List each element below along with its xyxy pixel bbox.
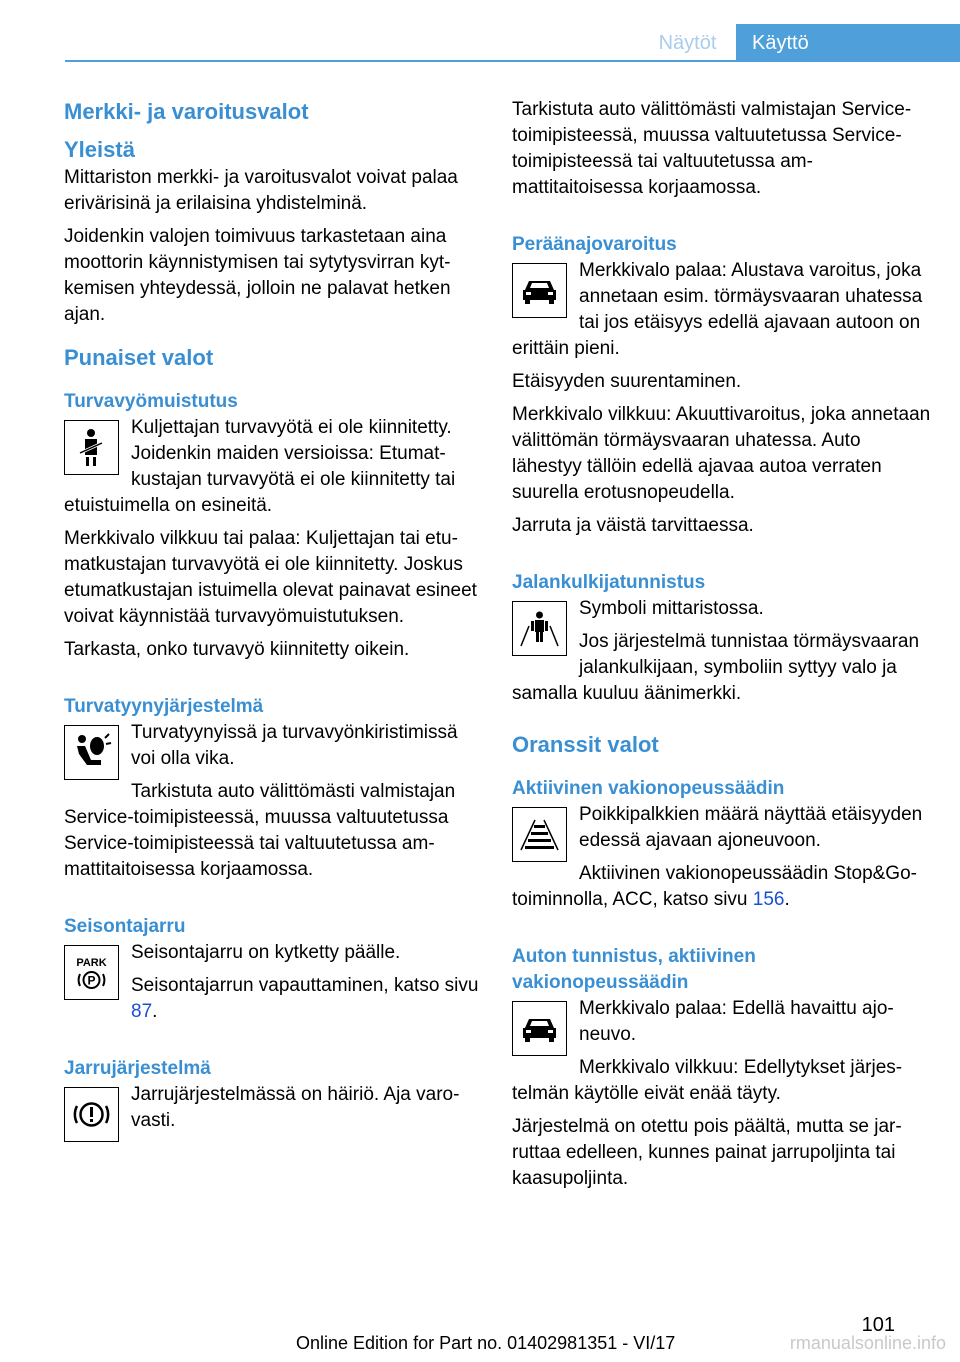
- heading-yleista: Yleistä: [64, 137, 135, 162]
- heading-auton-tunnistus: Auton tunnistus, aktiivinen vakionopeussäädin: [512, 946, 756, 993]
- entry-turvavyo: [64, 415, 484, 519]
- paragraph: Tarkasta, onko turvavyö kiinnitetty oikein.: [64, 639, 410, 660]
- svg-text:P: P: [87, 973, 96, 988]
- paragraph: Seisontajarrun vapauttaminen, katso sivu 87.: [131, 975, 479, 1022]
- heading-turvavyomuistutus: Turvavyömuistutus: [64, 391, 238, 412]
- heading-oranssit-valot: Oranssit valot: [512, 732, 659, 757]
- paragraph: Etäisyyden suurentaminen.: [512, 371, 742, 392]
- park-label: PARK: [76, 957, 107, 969]
- heading-jarrujarjestelma: Jarrujärjestelmä: [64, 1058, 211, 1079]
- paragraph: Merkkivalo vilkkuu tai palaa: Kuljettajan tai etumatkustajan turvavyötä ei ole kiinnitetty. Joskus etumatkustajan istuimella olevat painavat esineet voivat käynnistää turvavyömuistutuksen.: [64, 528, 477, 627]
- footer-edition: Online Edition for Part no. 01402981351 - VI/17: [296, 1333, 676, 1353]
- paragraph: Järjestelmä on otettu pois päältä, mutta se jarruttaa edelleen, kunnes painat jarrupoljinta tai kaasupoljinta.: [512, 1116, 902, 1189]
- vehicle-detected-icon: [512, 1001, 567, 1056]
- seatbelt-warning-icon: [64, 420, 119, 475]
- paragraph: Jarruta ja väistä tarvittaessa.: [512, 515, 754, 536]
- paragraph: Turvatyynyissä ja turvavyönkiristimissä voi olla vika.: [131, 722, 458, 769]
- heading-seisontajarru: Seisontajarru: [64, 916, 186, 937]
- heading-turvatyyny: Turvatyynyjärjestelmä: [64, 696, 264, 717]
- paragraph: Aktiivinen vakionopeussäädin Stop&Go-toiminnolla, ACC, katso sivu 156.: [512, 863, 917, 910]
- tab-naytot[interactable]: Näytöt: [658, 32, 717, 54]
- page-link-156[interactable]: 156: [752, 889, 785, 910]
- paragraph: Merkkivalo palaa: Edellä havaittu ajoneuvo.: [579, 998, 894, 1045]
- watermark: rmanualsonline.info: [789, 1333, 946, 1353]
- paragraph: Jarrujärjestelmässä on häiriö. Aja varovasti.: [131, 1084, 460, 1131]
- paragraph: Merkkivalo palaa: Alustava varoitus, joka annetaan esim. törmäysvaaran uhatessa tai jos etäisyys edellä ajavaan autoon on erittäin pieni.: [512, 260, 923, 359]
- paragraph: Tarkistuta auto välittömästi valmistajan Service-toimipisteessä, muussa valtuutetussa Service-toimipisteessä tai valtuutetussa ammattitaitoisessa korjaamossa.: [512, 99, 912, 198]
- distance-bars-icon: [512, 807, 567, 862]
- paragraph: Mittariston merkki- ja varoitusvalot voivat palaa erivärisinä ja erilaisina yhdistelminä.: [64, 167, 458, 214]
- brake-warning-icon: [64, 1087, 119, 1142]
- entry-jalankulkija: [512, 596, 932, 707]
- entry-peraanajo: [512, 258, 932, 362]
- paragraph: Merkkivalo vilkkuu: Akuuttivaroitus, joka annetaan välittömän törmäysvaaran uhatessa. Auto lähestyy tällöin edellä ajavaa autoa verraten suurella erotusnopeudella.: [512, 404, 931, 503]
- right-column: [512, 97, 932, 1199]
- entry-jarru: [64, 1082, 484, 1134]
- paragraph: Kuljettajan turvavyötä ei ole kiinnitetty. Joidenkin maiden versioissa: Etumatkustajan turvavyötä ei ole kiinnitetty tai etuistuimella on esineitä.: [64, 417, 456, 516]
- heading-jalankulkijatunnistus: Jalankulkijatunnistus: [512, 572, 706, 593]
- entry-seisontajarru: [64, 940, 484, 1025]
- collision-warning-icon: [512, 263, 567, 318]
- paragraph: Joidenkin valojen toimivuus tarkastetaan aina moottorin käynnistymisen tai sytytysvirran kytkemisen yhteydessä, jolloin ne palavat hetken ajan.: [64, 226, 451, 325]
- entry-turvatyyny: [64, 720, 484, 883]
- parking-brake-icon: [64, 945, 119, 1000]
- entry-acc: [512, 802, 932, 913]
- left-column: [64, 97, 484, 1146]
- paragraph: Jos järjestelmä tunnistaa törmäysvaaran jalankulkijaan, symboliin syttyy valo ja samalla kuuluu äänimerkki.: [512, 631, 920, 704]
- paragraph: Poikkipalkkien määrä näyttää etäisyyden edessä ajavaan ajoneuvoon.: [579, 804, 923, 851]
- paragraph: Symboli mittaristossa.: [579, 598, 764, 619]
- pedestrian-warning-icon: [512, 601, 567, 656]
- heading-aktiivinen-vakionopeussaadin: Aktiivinen vakionopeussäädin: [512, 778, 785, 799]
- page-title: Merkki- ja varoitusvalot: [64, 99, 309, 124]
- paragraph: Merkkivalo vilkkuu: Edellytykset järjestelmän käytölle eivät enää täyty.: [512, 1057, 903, 1104]
- heading-punaiset-valot: Punaiset valot: [64, 345, 214, 370]
- tab-kaytto[interactable]: Käyttö: [736, 24, 960, 62]
- paragraph: Tarkistuta auto välittömästi valmistajan Service-toimipisteessä, muussa valtuutetussa Service-toimipisteessä tai valtuutetussa ammattitaitoisessa korjaamossa.: [64, 781, 456, 880]
- heading-peraanajovaroitus: Peräänajovaroitus: [512, 234, 677, 255]
- page-number: 101: [861, 1314, 895, 1336]
- paragraph: Seisontajarru on kytketty päälle.: [131, 942, 401, 963]
- airbag-warning-icon: [64, 725, 119, 780]
- page-link-87[interactable]: 87: [131, 1001, 153, 1022]
- entry-tunnistus: [512, 996, 932, 1107]
